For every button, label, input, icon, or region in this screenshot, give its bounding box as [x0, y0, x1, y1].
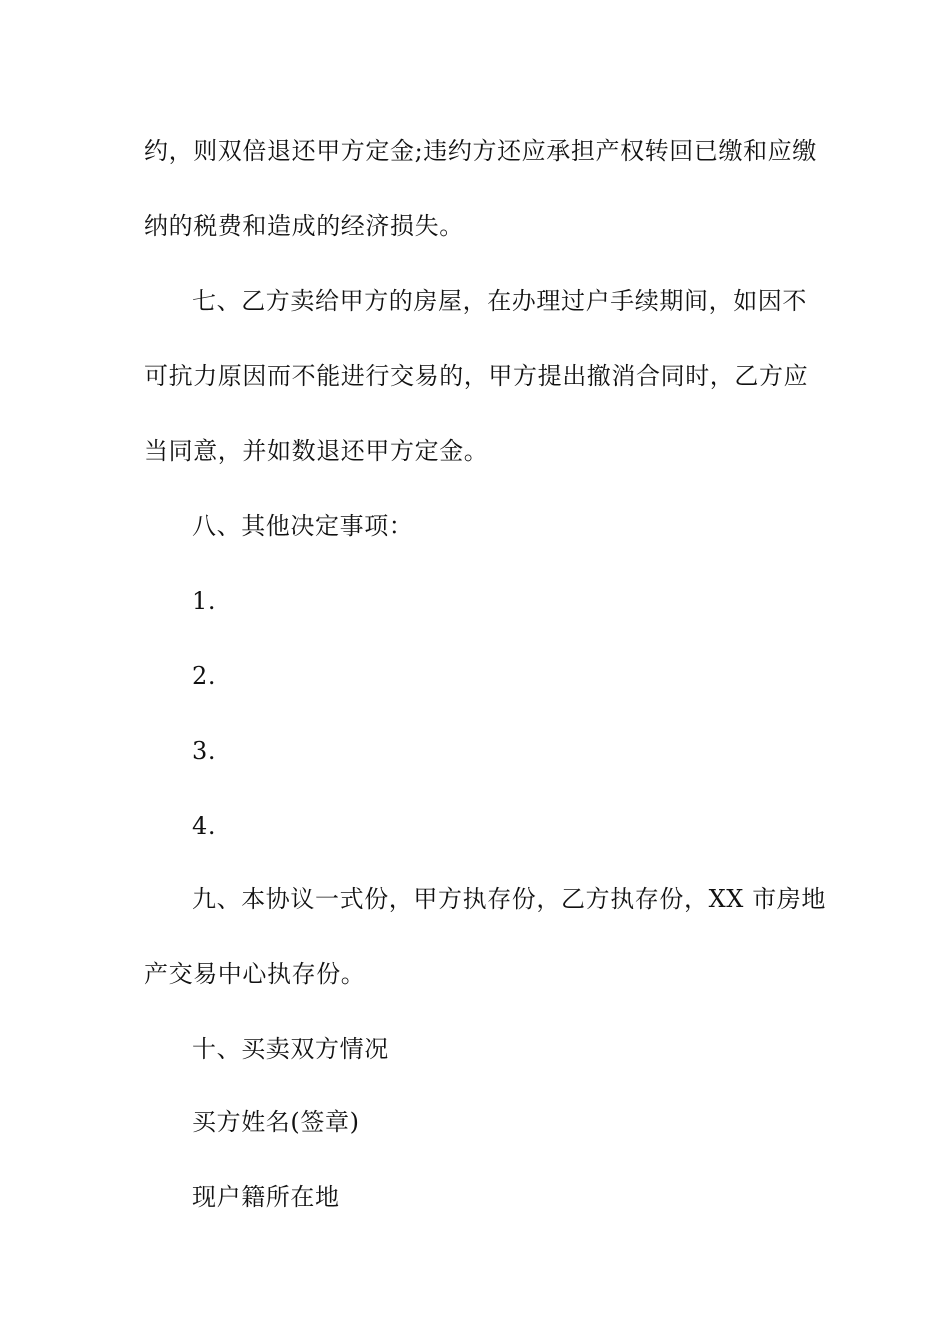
- clause-8-item-4: 4.: [192, 812, 217, 840]
- text-line-penalty-continued: 约，则双倍退还甲方定金;违约方还应承担产权转回已缴和应缴: [144, 137, 817, 165]
- clause-7-line-3: 当同意，并如数退还甲方定金。: [144, 437, 489, 465]
- clause-8-item-3: 3.: [192, 737, 217, 765]
- clause-9-line-1: 九、本协议一式份，甲方执存份，乙方执存份，XX 市房地: [192, 885, 826, 913]
- household-registration-label: 现户籍所在地: [192, 1183, 340, 1211]
- clause-9-line-2: 产交易中心执存份。: [144, 960, 366, 988]
- clause-8-item-2: 2.: [192, 662, 217, 690]
- clause-8-item-1: 1.: [192, 587, 217, 615]
- clause-10-heading: 十、买卖双方情况: [192, 1035, 389, 1063]
- clause-7-line-2: 可抗力原因而不能进行交易的，甲方提出撤消合同时，乙方应: [144, 362, 809, 390]
- buyer-name-label: 买方姓名(签章): [192, 1108, 360, 1136]
- text-line-taxes-losses: 纳的税费和造成的经济损失。: [144, 212, 464, 240]
- clause-8-heading: 八、其他决定事项：: [192, 512, 414, 540]
- clause-7-line-1: 七、乙方卖给甲方的房屋，在办理过户手续期间，如因不: [192, 287, 807, 315]
